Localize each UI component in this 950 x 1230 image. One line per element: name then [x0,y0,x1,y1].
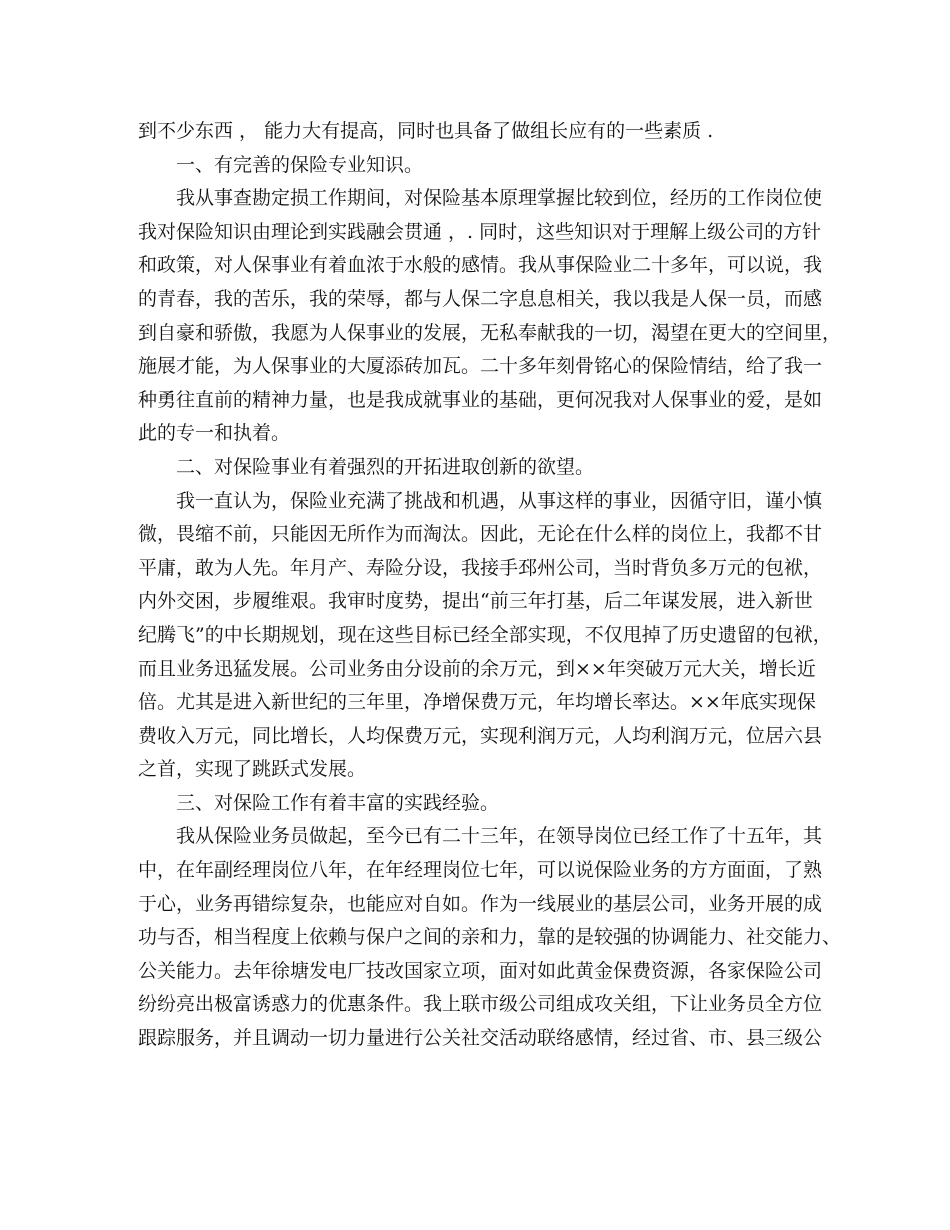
document-body [138,115,842,1056]
text-line: 和政策，对人保事业有着血浓于水般的感情。我从事保险业二十多年，可以说，我 [138,254,823,277]
text-line: 我从事查勘定损工作期间，对保险基本原理掌握比较到位，经历的工作岗位使 [176,187,823,210]
text-line: 内外交困，步履维艰。我审时度势，提出“前三年打基，后二年谋发展，进入新世 [138,590,813,613]
text-line: 于心，业务再错综复杂，也能应对自如。作为一线展业的基层公司，业务开展的成 [138,892,823,915]
section-heading: 一、有完善的保险专业知识。 [176,153,424,176]
text-line: 倍。尤其是进入新世纪的三年里，净增保费万元，年均增长率达。××年底实现保 [138,691,816,714]
text-line: 我对保险知识由理论到实践融会贯通 ，. 同时，这些知识对于理解上级公司的方针 [138,220,822,243]
text-line: 施展才能，为人保事业的大厦添砖加瓦。二十多年刻骨铭心的保险情结，给了我一 [138,355,823,378]
text-line: 而且业务迅猛发展。公司业务由分设前的余万元，到××年突破万元大关，增长近 [138,657,816,680]
text-line: 我一直认为，保险业充满了挑战和机遇，从事这样的事业，因循守旧，谨小慎 [176,489,823,512]
text-line: 中，在年副经理岗位八年，在年经理岗位七年，可以说保险业务的方方面面，了熟 [138,859,823,882]
text-line: 公关能力。去年徐塘发电厂技改国家立项，面对如此黄金保费资源，各家保险公司 [138,959,823,982]
text-line: 之首，实现了跳跃式发展。 [138,758,367,781]
text-line: 纪腾飞”的中长期规划，现在这些目标已经全部实现，不仅甩掉了历史遗留的包袱， [138,623,832,646]
text-line: 到不少东西 ， 能力大有提高，同时也具备了做组长应有的一些素质 . [138,120,714,142]
text-line: 此的专一和执着。 [138,422,291,445]
text-line: 功与否，相当程度上依赖与保户之间的亲和力，靠的是较强的协调能力、社交能力、 [138,926,842,949]
section-heading: 三、对保险工作有着丰富的实践经验。 [176,791,500,814]
text-line: 我从保险业务员做起，至今已有二十三年，在领导岗位已经工作了十五年，其 [176,825,823,848]
text-line: 费收入万元，同比增长，人均保费万元，实现利润万元，人均利润万元，位居六县 [138,724,823,747]
text-line: 微，畏缩不前，只能因无所作为而淘汰。因此，无论在什么样的岗位上，我都不甘 [138,523,823,546]
text-line: 跟踪服务，并且调动一切力量进行公关社交活动联络感情，经过省、市、县三级公 [138,1027,823,1050]
text-line: 种勇往直前的精神力量，也是我成就事业的基础，更何况我对人保事业的爱，是如 [138,388,823,411]
section-heading: 二、对保险事业有着强烈的开拓进取创新的欲望。 [176,455,595,478]
text-line: 到自豪和骄傲，我愿为人保事业的发展，无私奉献我的一切，渴望在更大的空间里， [138,321,842,344]
text-line: 的青春，我的苦乐，我的荣辱，都与人保二字息息相关，我以我是人保一员，而感 [138,287,823,310]
text-line: 纷纷亮出极富诱惑力的优惠条件。我上联市级公司组成攻关组，下让业务员全方位 [138,993,823,1016]
text-line: 平庸，敢为人先。年月产、寿险分设，我接手邳州公司，当时背负多万元的包袱， [138,556,823,579]
